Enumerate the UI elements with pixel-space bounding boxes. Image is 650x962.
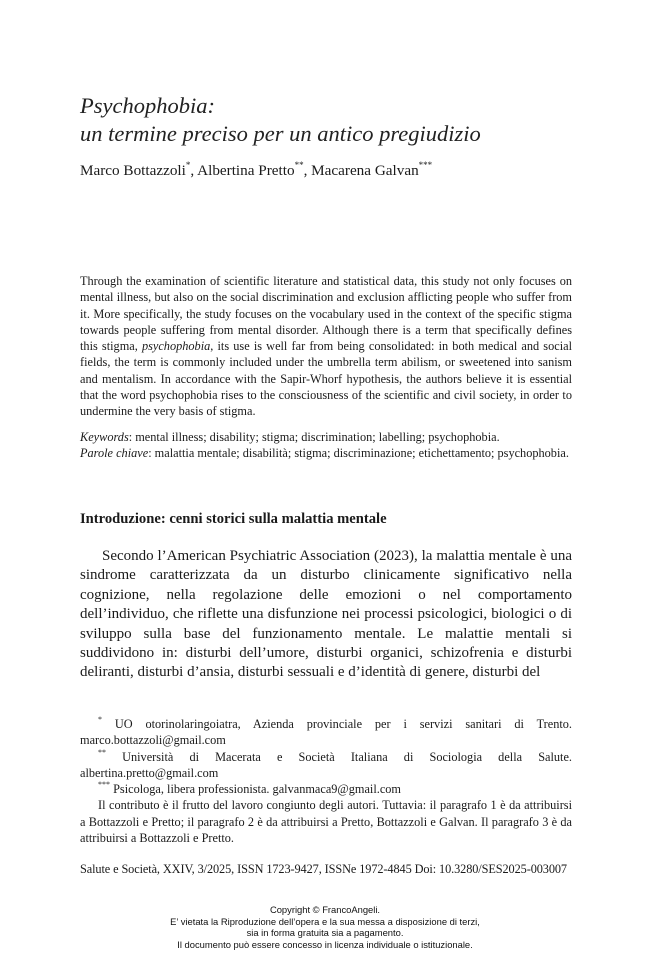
author-list: [80, 162, 432, 180]
body-paragraph: Secondo l’American Psychiatric Association (2023), la malattia mentale è una sindrome caratterizzata da un disturbo clinicamente significativo nella cognizione, nella regolazione delle emozioni o nel comportamento dell’individuo, che riflette una disfunzione nei processi psicologici, biologici o di sviluppo sulla base del funzionamento mentale. Le malattie mentali si suddividono in: disturbi dell’umore, disturbi organici, schizofrenia e disturbi deliranti, disturbi d’ansia, disturbi sessuali e d’identità di genere, disturbi del: [80, 548, 572, 681]
footnote: [80, 749, 572, 782]
author-name: Marco Bottazzoli: [80, 162, 186, 179]
copyright-notice: [0, 904, 650, 950]
keywords-text: : mental illness; disability; stigma; discrimination; labelling; psychophobia.: [128, 430, 500, 444]
footnote-text: Università di Macerata e Società Italiana di Sociologia della Salute. albertina.pretto@gmail.com: [80, 749, 572, 780]
footnote-text: UO otorinolaringoiatra, Azienda provinciale per i servizi sanitari di Trento. marco.bottazzoli@gmail.com: [80, 717, 572, 748]
footnotes: [80, 716, 572, 846]
author-name: Macarena Galvan: [311, 162, 419, 179]
journal-citation: Salute e Società, XXIV, 3/2025, ISSN 1723-9427, ISSNe 1972-4845 Doi: 10.3280/SES2025-003007: [80, 862, 567, 876]
footnote: [80, 716, 572, 749]
title-line-2: un termine preciso per un antico pregiudizio: [80, 121, 481, 146]
author-footnote-mark: *: [185, 160, 191, 170]
copyright-line: Copyright © FrancoAngeli.: [269, 904, 381, 915]
body-text: [80, 547, 572, 683]
footnote-mark: **: [98, 747, 106, 757]
abstract-term: psychophobia: [141, 339, 211, 354]
copyright-line: E’ vietata la Riproduzione dell’opera e la sua messa a disposizione di terzi,: [170, 915, 480, 927]
section-heading: Introduzione: cenni storici sulla malattia mentale: [80, 511, 387, 527]
footnote-text: Psicologa, libera professionista. galvanmaca9@gmail.com: [110, 782, 402, 797]
parole-chiave-line: [80, 445, 572, 461]
footnote-mark: ***: [98, 780, 110, 790]
keywords-line: [80, 429, 572, 445]
keywords-block: [80, 429, 572, 462]
copyright-line: sia in forma gratuita sia a pagamento.: [246, 927, 404, 939]
footnote-mark: *: [98, 715, 102, 724]
article-title: [80, 92, 600, 148]
keywords-label: Keywords: [80, 430, 129, 444]
footnote-text: Il contributo è il frutto del lavoro congiunto degli autori. Tuttavia: il paragrafo 1 è da attribuirsi a Bottazzoli e Pretto; il paragrafo 2 è da attribuirsi a Pretto, Bottazzoli e Galvan. Il paragrafo 3 è da attribuirsi a Bottazzoli e Pretto.: [80, 798, 572, 846]
author-name: Albertina Pretto: [197, 162, 295, 179]
copyright-line: Il documento può essere concesso in licenza individuale o istituzionale.: [177, 938, 473, 950]
abstract-text: Through the examination of scientific literature and statistical data, this study not only focuses on mental illness, but also on the social discrimination and exclusion afflicting people who suffer from it. More specifically, the study focuses on the vocabulary used in the context of the specific stigma towards people suffering from mental disorder. Although there is a term that specifically defines this stigma,: [80, 274, 572, 354]
author-separator: ,: [190, 162, 198, 179]
title-line-1: Psychophobia:: [80, 93, 215, 118]
parole-chiave-text: : malattia mentale; disabilità; stigma; discriminazione; etichettamento; psychophobia.: [148, 446, 569, 461]
parole-chiave-label: Parole chiave: [80, 446, 149, 461]
abstract: [80, 273, 572, 420]
abstract-text: , its use is well far from being consolidated: in both medical and social fields, the term is commonly included under the umbrella term abilism, or sweetened into sanism and mentalism. In accordance with the Sapir-Whorf hypothesis, the authors believe it is essential that the word psychophobia rises to the consciousness of the scientific and civil society, in order to undermine the very basis of stigma.: [80, 339, 572, 419]
footnote: [80, 781, 572, 797]
footnote: [80, 797, 572, 846]
author-separator: ,: [303, 162, 312, 179]
author-footnote-mark: ***: [418, 160, 433, 170]
author-footnote-mark: **: [294, 160, 304, 170]
